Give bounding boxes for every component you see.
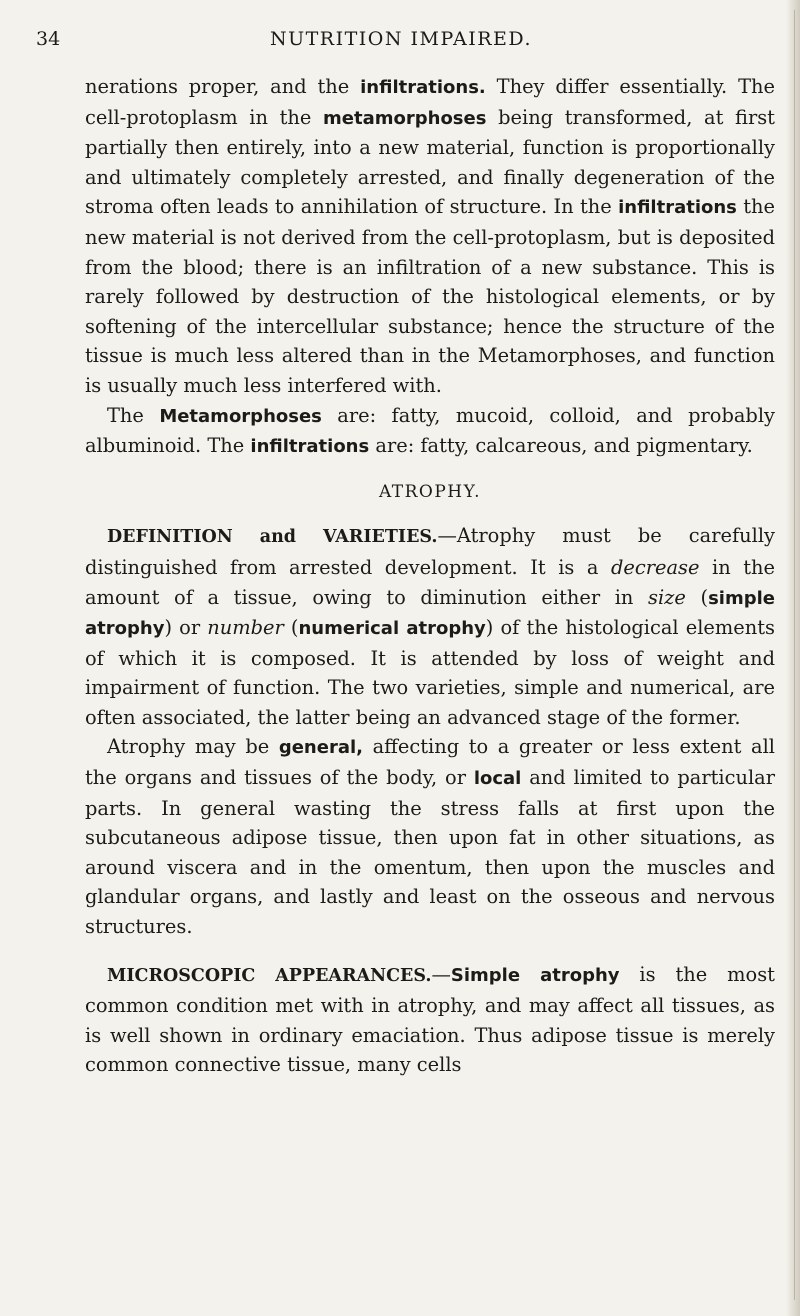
text-run: Atrophy may be — [107, 735, 279, 759]
section-heading-atrophy: ATROPHY. — [378, 481, 482, 502]
term-simple-atrophy: simple atrophy — [85, 587, 775, 640]
text-run: are: fatty, calcareous, and pigmentary. — [369, 434, 753, 458]
text-run: and limited to particular parts. In general wasting the stress falls at first upon the subcutaneous adipose tissue, then upon fat in other situations, as around viscera and in the omentum, then upon the muscles and glandular organs, and lastly and least on the osseous and nervous structures. — [85, 766, 775, 939]
page-edge-line — [794, 10, 795, 1300]
paragraph-microscopic-appearances — [85, 960, 775, 1080]
text-run: and — [232, 527, 323, 548]
subheading-microscopic-appearances: MICROSCOPIC APPEARANCES. — [107, 965, 432, 986]
page-edge-shadow — [786, 0, 800, 1316]
text-run: are: fatty, mucoid, colloid, and probably albuminoid. The — [85, 403, 775, 458]
italic-term-decrease: decrease — [611, 555, 700, 579]
text-run: in the amount of a tissue, owing to diminution either in — [85, 555, 775, 609]
term-local: local — [473, 768, 522, 790]
term-simple-atrophy: Simple atrophy — [450, 964, 620, 986]
subheading-varieties: VARIETIES. — [323, 527, 438, 548]
text-run: the new material is not derived from the cell-protoplasm, but is deposited from the blood; there is an infiltration of a new substance. This is rarely followed by destruction of the histological elements, or by softening of the intercellular substance; hence the structure of the tissue is much less altered than in the Metamorphoses, and function is usually much less interfered with. — [85, 195, 775, 397]
text-run: is the most common condition met with in atrophy, and may affect all tissues, as is well shown in ordinary emaciation. Thus adipose tissue is merely common connective tissue, many cells — [85, 962, 775, 1077]
text-run: They differ essentially. The cell-protoplasm in the — [85, 75, 775, 129]
term-infiltrations: infiltrations — [618, 197, 737, 219]
text-run: being transformed, at first partially then entirely, into a new material, function is proportionally and ultimately completely arrested, and finally degeneration of the stroma often leads to annihilation of structure. In the — [85, 105, 775, 219]
paragraph-varieties-list — [85, 401, 775, 462]
term-general: general, — [278, 737, 363, 759]
text-run: affecting to a greater or less extent all the organs and tissues of the body, or — [85, 735, 775, 790]
text-run: ( — [685, 585, 709, 609]
text-run: — — [431, 962, 451, 986]
text-run: ) or — [164, 616, 208, 640]
text-run: The — [107, 403, 160, 427]
subheading-definition: DEFINITION — [107, 527, 233, 548]
term-metamorphoses: metamorphoses — [323, 107, 487, 129]
italic-term-size: size — [648, 585, 686, 609]
page-header — [36, 28, 766, 58]
term-metamorphoses: Metamorphoses — [159, 405, 322, 427]
paragraph-general-local — [85, 732, 775, 941]
term-infiltrations: infiltrations. — [360, 77, 486, 98]
text-run: ( — [283, 616, 299, 640]
page-number: 34 — [36, 28, 61, 50]
page-body — [85, 72, 775, 1080]
paragraph-definition — [85, 521, 775, 732]
term-numerical-atrophy: numerical atrophy — [298, 618, 486, 640]
text-run: nerations proper, and the — [85, 75, 361, 98]
text-run: ) of the histological elements of which it is composed. It is attended by loss of weight and impairment of function. The two varieties, simple and numerical, are often associated, the latter being an advanced stage of the former. — [85, 616, 776, 729]
paragraph-infiltrations-vs-metamorphoses — [85, 72, 775, 401]
text-run: —Atrophy must be carefully distinguished from arrested development. It is a — [85, 524, 775, 579]
term-infiltrations: infiltrations — [250, 436, 370, 458]
running-head: NUTRITION IMPAIRED. — [269, 28, 533, 50]
italic-term-number: number — [207, 616, 284, 640]
